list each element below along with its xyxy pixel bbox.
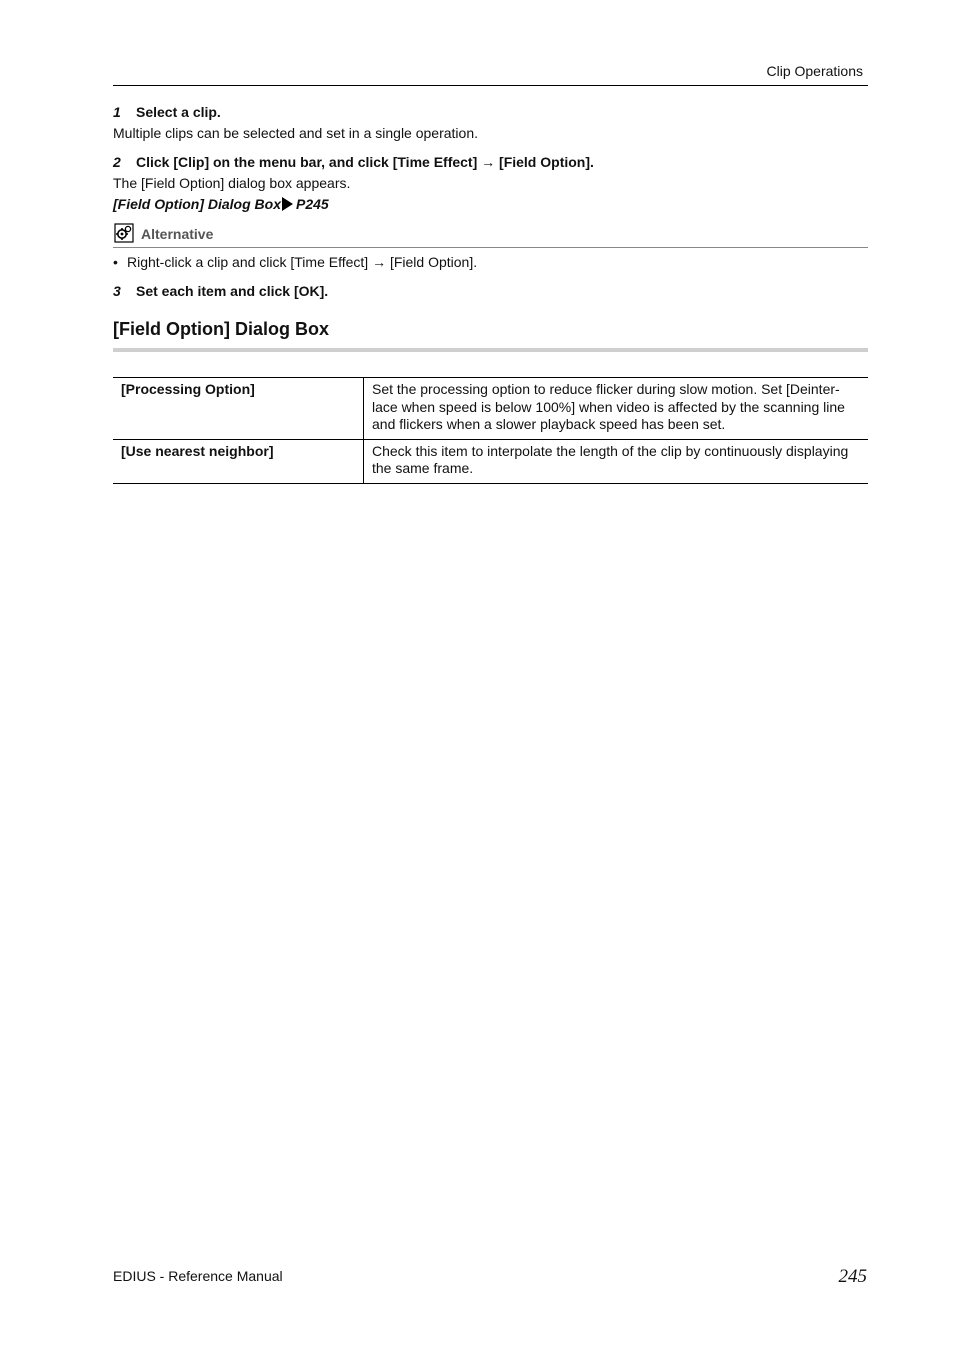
- step-title: Click [Clip] on the menu bar, and click [Time Effect] → [Field Option].: [136, 154, 594, 170]
- footer-manual-title: EDIUS - Reference Manual: [113, 1268, 283, 1284]
- alternative-item: [113, 254, 477, 270]
- alternative-item-text: Right-click a clip and click [Time Effect] → [Field Option].: [127, 254, 478, 270]
- step-1: [113, 104, 221, 120]
- option-description: Check this item to interpolate the length of the clip by continuously displaying the same frame.: [372, 442, 849, 476]
- table-row: [113, 439, 868, 483]
- xref-text: [Field Option] Dialog Box: [113, 196, 281, 212]
- alternative-rule: [113, 247, 868, 248]
- running-header: Clip Operations: [766, 63, 863, 79]
- step-number: 2: [113, 154, 121, 170]
- xref-page: P245: [296, 196, 329, 212]
- section-title: [Field Option] Dialog Box: [113, 319, 329, 339]
- step-3: [113, 283, 328, 299]
- page-number: 245: [838, 1266, 867, 1287]
- header-rule: [113, 85, 868, 86]
- step-title: Set each item and click [OK].: [136, 283, 329, 299]
- option-description: Set the processing option to reduce flicker during slow motion. Set [Deinter-lace when speed is below 100%] when video is affected by the scanning line and flickers when a slower playback speed has been set.: [372, 381, 845, 432]
- xref-arrow-icon: [282, 197, 293, 211]
- alternative-label: Alternative: [141, 226, 214, 242]
- step-2-desc: The [Field Option] dialog box appears.: [113, 175, 351, 191]
- step-number: 1: [113, 104, 121, 120]
- cross-reference-link[interactable]: [113, 196, 329, 212]
- option-name: [Use nearest neighbor]: [113, 439, 364, 483]
- step-1-desc: Multiple clips can be selected and set in a single operation.: [113, 125, 478, 141]
- section-underline: [113, 348, 868, 352]
- alternative-gears-icon: [114, 223, 134, 243]
- step-title: Select a clip.: [136, 104, 221, 120]
- bullet-icon: •: [113, 254, 118, 270]
- option-name: [Processing Option]: [113, 378, 364, 440]
- step-2: [113, 154, 594, 170]
- options-table: [113, 377, 868, 484]
- table-row: [113, 378, 868, 440]
- step-number: 3: [113, 283, 121, 299]
